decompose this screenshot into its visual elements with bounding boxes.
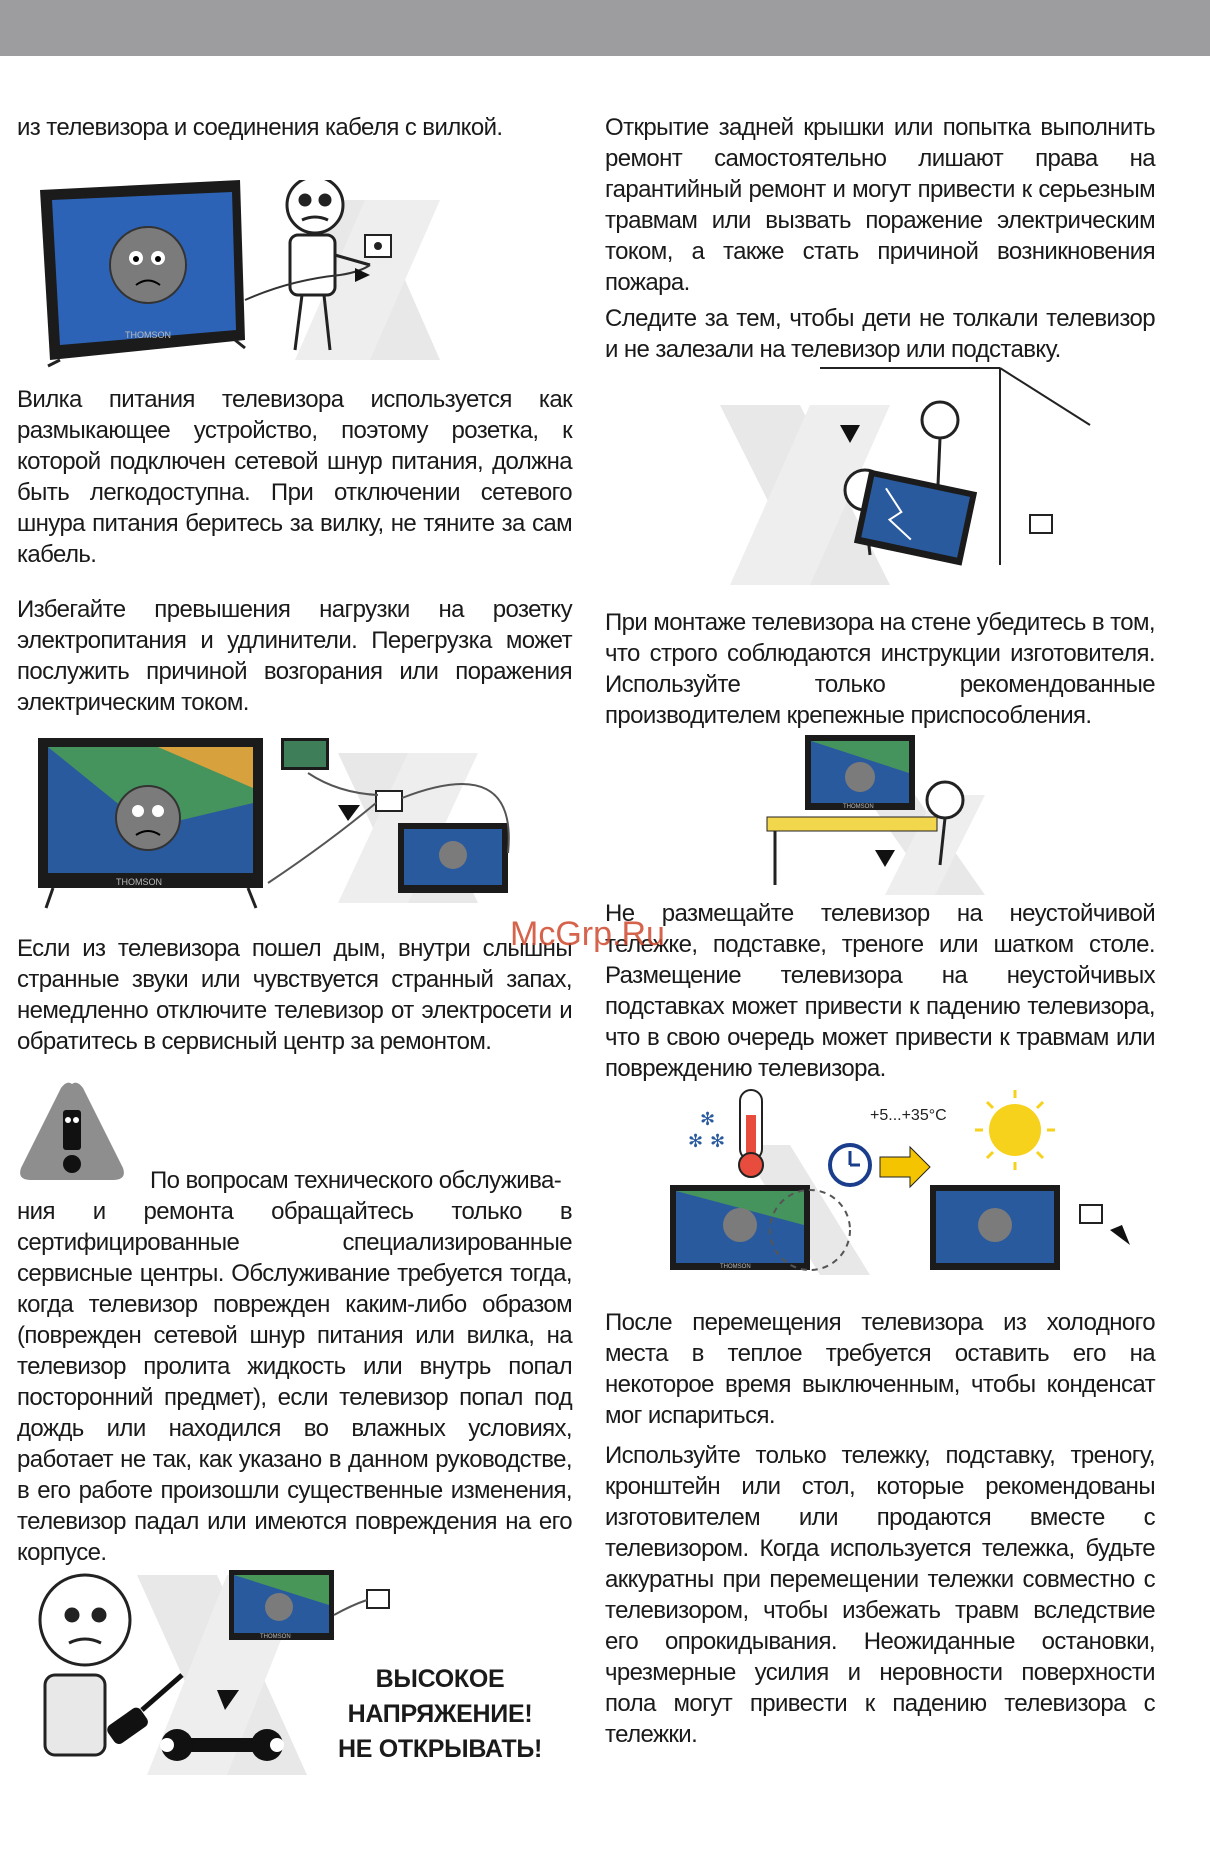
illustration-temperature bbox=[670, 1085, 1140, 1285]
svg-text:THOMSON: THOMSON bbox=[260, 1634, 291, 1640]
arrow-icon bbox=[1110, 1225, 1130, 1245]
illustration-overload bbox=[38, 733, 558, 913]
temperature-label: +5...+35°C bbox=[870, 1107, 947, 1124]
power-outlet-icon bbox=[365, 235, 391, 257]
snowflake-icon bbox=[688, 1109, 725, 1151]
thermometer-icon bbox=[739, 1090, 763, 1177]
right-paragraph-1: Открытие задней крышки или попытка выполнить ремонт самостоятельно лишают права на гарантийный ремонт и могут привести к серьезным травмам или вызвать поражение электрическим током, а также стать причиной возникновения пожара. bbox=[605, 114, 1155, 296]
tv-icon bbox=[38, 738, 263, 908]
svg-text:✻: ✻ bbox=[688, 1131, 704, 1151]
right-paragraph-5: После перемещения телевизора из холодного места в теплое требуется оставить его на некоторое время выключенным, чтобы конденсат мог испариться. bbox=[605, 1309, 1155, 1429]
tv-icon bbox=[670, 1185, 810, 1270]
clock-icon bbox=[830, 1145, 870, 1185]
left-paragraph-5: ния и ремонта обращайтесь только в сертифицированные специализированные сервисные центры. Обслуживание требуется тогда, когда телевизор поврежден каким-либо образом (поврежден сетевой шнур питания или вилка, на телевизор пролита жидкость или внутрь попал посторонний предмет), если телевизор попал под дождь или находился во влажных условиях, работает не так, как указано в данном руководстве, в его работе произошли существенные изменения, телевизор падал или имеются повреждения на его корпусе. bbox=[17, 1198, 572, 1566]
sun-icon bbox=[975, 1090, 1055, 1170]
left-paragraph-5-first-line: По вопросам технического обслужива- bbox=[150, 1167, 562, 1194]
tv-icon bbox=[930, 1185, 1060, 1270]
warning-triangle-icon bbox=[17, 1080, 127, 1185]
power-outlet-icon bbox=[376, 791, 402, 811]
right-paragraph-4: Не размещайте телевизор на неустойчивой тележке, подставке, треноге или шатком столе. Размещение телевизора на неустойчивых подставках может привести к падению телевизора, что в свою очередь может привести к травмам или повреждению телевизора. bbox=[605, 900, 1155, 1082]
warning-line-1: ВЫСОКОЕ bbox=[375, 1665, 505, 1693]
svg-text:THOMSON: THOMSON bbox=[720, 1264, 751, 1270]
power-outlet-icon bbox=[367, 1590, 389, 1608]
illustration-children-tv bbox=[700, 365, 1100, 595]
svg-text:✻: ✻ bbox=[710, 1131, 726, 1151]
right-paragraph-3: При монтаже телевизора на стене убедитесь в том, что строго соблюдаются инструкции изготовителя. Используйте только рекомендованные производителем крепежные приспособления. bbox=[605, 609, 1155, 729]
left-paragraph-2: Вилка питания телевизора используется как размыкающее устройство, поэтому розетка, к которой подключен сетевой шнур питания, должна быть легкодоступна. При отключении сетевого шнура питания беритесь за вилку, не тяните за сам кабель. bbox=[17, 386, 572, 568]
watermark: McGrp.Ru bbox=[510, 915, 665, 953]
left-paragraph-4: Если из телевизора пошел дым, внутри слышны странные звуки или чувствуется странный запах, немедленно отключите телевизор от электросети и обратитесь в сервисный центр за ремонтом. bbox=[17, 935, 572, 1055]
illustration-unplug bbox=[40, 180, 480, 370]
illustration-unstable-table bbox=[765, 735, 1005, 895]
high-voltage-warning bbox=[320, 1662, 560, 1767]
svg-text:THOMSON: THOMSON bbox=[116, 877, 162, 887]
left-paragraph-1: из телевизора и соединения кабеля с вилкой. bbox=[17, 114, 503, 141]
arrow-icon bbox=[875, 850, 895, 867]
right-paragraph-2: Следите за тем, чтобы дети не толкали телевизор и не залезали на телевизор или подставку. bbox=[605, 305, 1155, 363]
tv-icon bbox=[805, 735, 915, 810]
svg-text:THOMSON: THOMSON bbox=[843, 804, 874, 810]
right-paragraph-6: Используйте только тележку, подставку, треногу, кронштейн или стол, которые рекомендованы изготовителем или продаются вместе с телевизором. Когда используется тележка, будьте аккуратны при перемещении тележки совместно с телевизором, чтобы избежать травм вследствие его опрокидывания. Неожиданные остановки, чрезмерные усилия и неровности поверхности пола могут привести к падению телевизора с тележки. bbox=[605, 1442, 1155, 1748]
tv-icon bbox=[229, 1570, 334, 1640]
warning-line-2: НАПРЯЖЕНИЕ! bbox=[347, 1700, 533, 1728]
svg-text:✻: ✻ bbox=[700, 1109, 716, 1129]
svg-text:THOMSON: THOMSON bbox=[125, 330, 171, 340]
warning-line-3: НЕ ОТКРЫВАТЬ! bbox=[337, 1735, 543, 1763]
tv-icon bbox=[40, 180, 245, 366]
left-paragraph-3: Избегайте превышения нагрузки на розетку электропитания и удлинители. Перегрузка может послужить причиной возгорания или поражения электрическим током. bbox=[17, 596, 572, 716]
power-outlet-icon bbox=[1080, 1205, 1102, 1223]
header-bar bbox=[0, 0, 1210, 56]
power-outlet-icon bbox=[1030, 515, 1052, 533]
